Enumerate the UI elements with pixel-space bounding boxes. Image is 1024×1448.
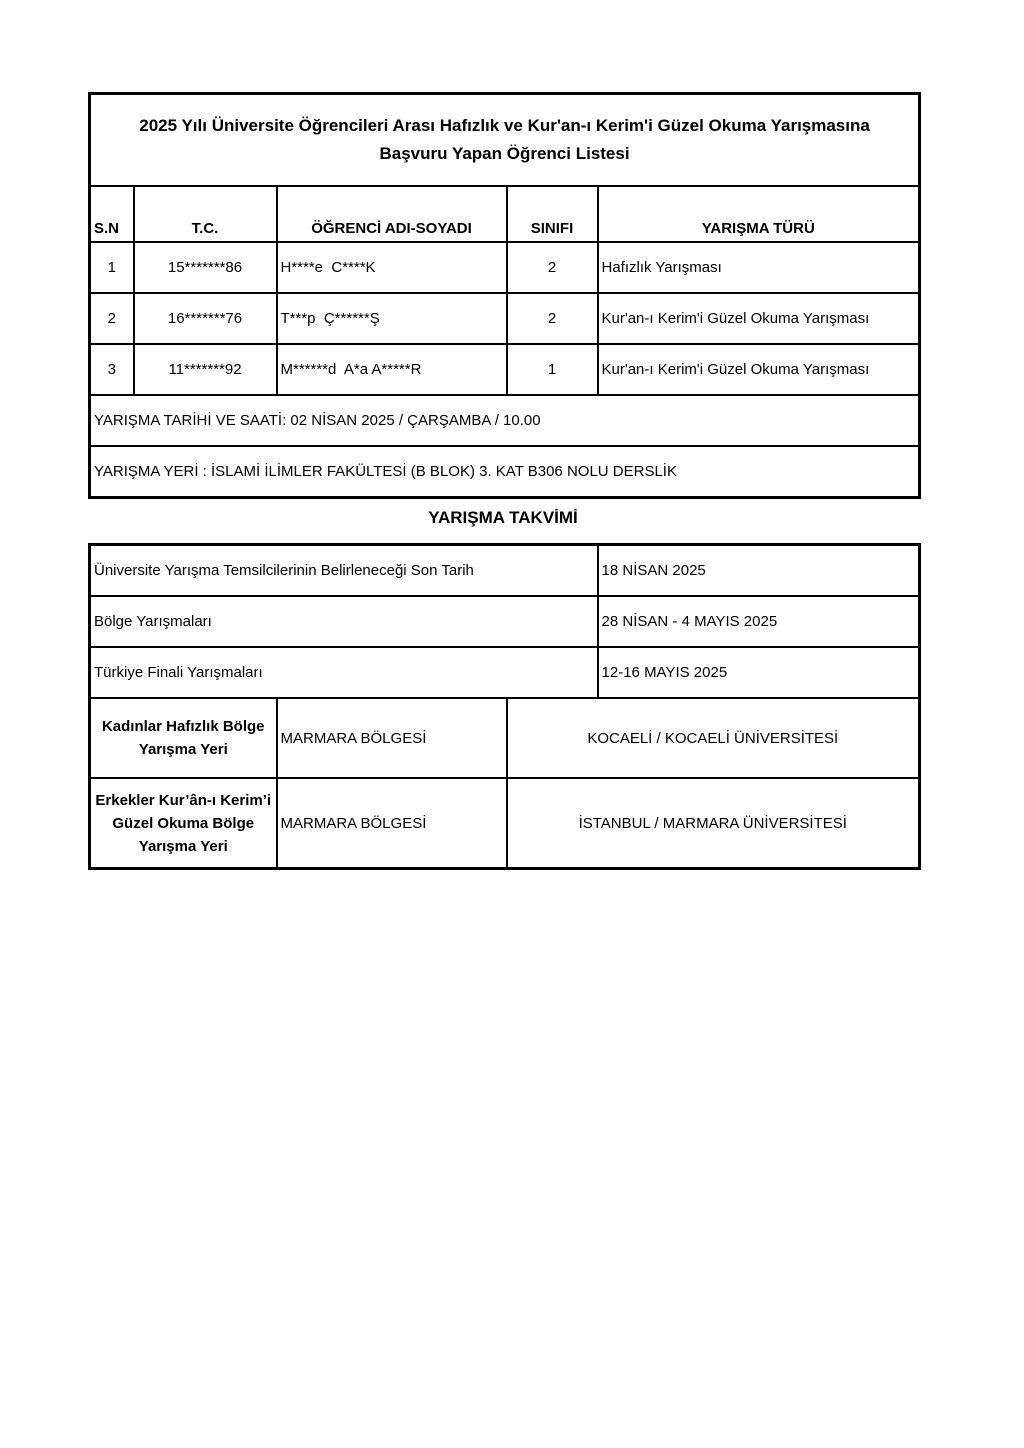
calendar-label: Türkiye Finali Yarışmaları (90, 647, 598, 698)
calendar-table (88, 543, 921, 870)
student-list-table (88, 92, 921, 499)
cell-type: Kur'an-ı Kerim'i Güzel Okuma Yarışması (598, 344, 920, 395)
cell-grade: 2 (507, 293, 598, 344)
header-type: YARIŞMA TÜRÜ (598, 186, 920, 242)
cell-type: Hafızlık Yarışması (598, 242, 920, 293)
cell-name: M******d A*a A*****R (277, 344, 507, 395)
cell-tc: 15*******86 (134, 242, 277, 293)
venue-row (90, 698, 920, 778)
document-title (90, 94, 920, 187)
venue-label: Kadınlar Hafızlık Bölge Yarışma Yeri (90, 698, 277, 778)
calendar-title: YARIŞMA TAKVİMİ (428, 508, 578, 527)
cell-type: Kur'an-ı Kerim'i Güzel Okuma Yarışması (598, 293, 920, 344)
venue-label: Erkekler Kur’ân-ı Kerim’i Güzel Okuma Bölge Yarışma Yeri (90, 778, 277, 869)
calendar-row (90, 596, 920, 647)
header-sn: S.N (90, 186, 134, 242)
cell-sn: 2 (90, 293, 134, 344)
place-info-row (90, 446, 920, 498)
calendar-value: 18 NİSAN 2025 (598, 545, 920, 597)
date-info: YARIŞMA TARİHİ VE SAATİ: 02 NİSAN 2025 / ÇARŞAMBA / 10.00 (90, 395, 920, 446)
calendar-value: 12-16 MAYIS 2025 (598, 647, 920, 698)
table-row (90, 344, 920, 395)
title-line-1: 2025 Yılı Üniversite Öğrencileri Arası Hafızlık ve Kur'an-ı Kerim'i Güzel Okuma Yarışmasına (139, 116, 870, 135)
venue-location: KOCAELİ / KOCAELİ ÜNİVERSİTESİ (507, 698, 920, 778)
calendar-label: Üniversite Yarışma Temsilcilerinin Belirleneceği Son Tarih (90, 545, 598, 597)
cell-grade: 2 (507, 242, 598, 293)
cell-name: T***p Ç******Ş (277, 293, 507, 344)
calendar-label: Bölge Yarışmaları (90, 596, 598, 647)
venue-row (90, 778, 920, 869)
table-header-row (90, 186, 920, 242)
cell-tc: 11*******92 (134, 344, 277, 395)
place-info: YARIŞMA YERİ : İSLAMİ İLİMLER FAKÜLTESİ (B BLOK) 3. KAT B306 NOLU DERSLİK (90, 446, 920, 498)
calendar-row (90, 647, 920, 698)
cell-sn: 3 (90, 344, 134, 395)
title-line-2: Başvuru Yapan Öğrenci Listesi (379, 144, 630, 163)
header-name: ÖĞRENCİ ADI-SOYADI (277, 186, 507, 242)
calendar-value: 28 NİSAN - 4 MAYIS 2025 (598, 596, 920, 647)
table-row (90, 293, 920, 344)
table-row (90, 242, 920, 293)
header-grade: SINIFI (507, 186, 598, 242)
venue-region: MARMARA BÖLGESİ (277, 698, 507, 778)
date-info-row (90, 395, 920, 446)
cell-sn: 1 (90, 242, 134, 293)
venue-location: İSTANBUL / MARMARA ÜNİVERSİTESİ (507, 778, 920, 869)
header-tc: T.C. (134, 186, 277, 242)
cell-grade: 1 (507, 344, 598, 395)
venue-region: MARMARA BÖLGESİ (277, 778, 507, 869)
cell-tc: 16*******76 (134, 293, 277, 344)
cell-name: H****e C****K (277, 242, 507, 293)
calendar-row (90, 545, 920, 597)
